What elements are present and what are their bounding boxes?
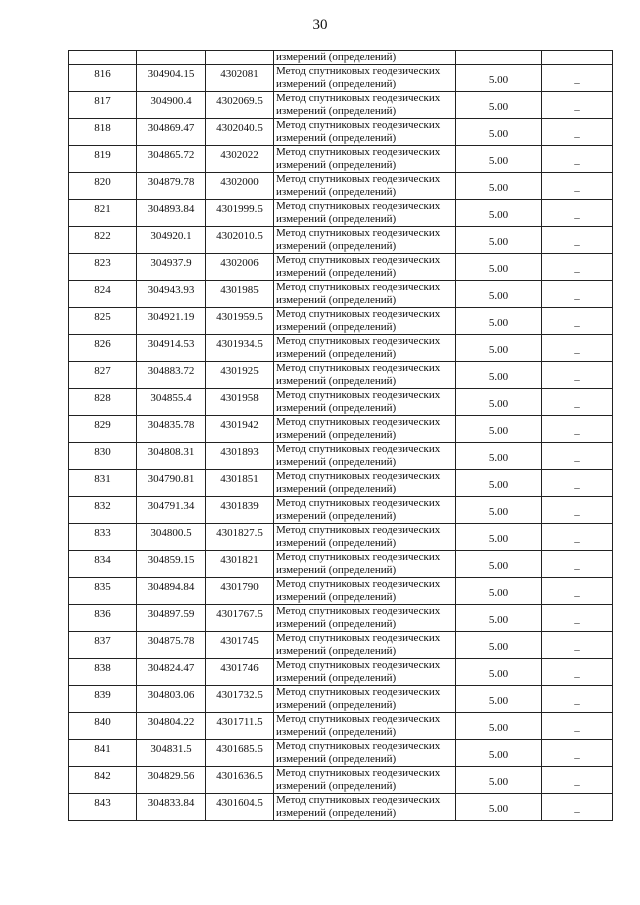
method-cell <box>274 65 456 92</box>
method-line: Метод спутниковых геодезических <box>276 794 441 806</box>
table-cell-empty <box>456 51 542 65</box>
y-coordinate-cell: 4301934.5 <box>206 335 274 362</box>
y-coordinate-cell: 4302040.5 <box>206 119 274 146</box>
method-cell <box>274 632 456 659</box>
table-row <box>69 146 613 173</box>
note-cell: – <box>542 497 613 524</box>
note-cell: – <box>542 362 613 389</box>
note-cell: – <box>542 659 613 686</box>
table-row <box>69 443 613 470</box>
x-coordinate-cell: 304824.47 <box>137 659 206 686</box>
table-row <box>69 254 613 281</box>
accuracy-cell: 5.00 <box>456 227 542 254</box>
method-cell <box>274 281 456 308</box>
table-row <box>69 200 613 227</box>
accuracy-cell: 5.00 <box>456 524 542 551</box>
x-coordinate-cell: 304920.1 <box>137 227 206 254</box>
method-cell <box>274 389 456 416</box>
method-line: измерений (определений) <box>276 267 397 279</box>
note-cell: – <box>542 767 613 794</box>
method-line: Метод спутниковых геодезических <box>276 497 441 509</box>
x-coordinate-cell: 304790.81 <box>137 470 206 497</box>
point-number-cell: 823 <box>69 254 137 281</box>
continuation-row <box>69 51 613 65</box>
x-coordinate-cell: 304893.84 <box>137 200 206 227</box>
x-coordinate-cell: 304859.15 <box>137 551 206 578</box>
note-cell: – <box>542 632 613 659</box>
note-cell: – <box>542 416 613 443</box>
point-number-cell: 835 <box>69 578 137 605</box>
point-number-cell: 843 <box>69 794 137 821</box>
method-cell <box>274 254 456 281</box>
table-row <box>69 794 613 821</box>
accuracy-cell: 5.00 <box>456 794 542 821</box>
method-line: Метод спутниковых геодезических <box>276 389 441 401</box>
table-row <box>69 389 613 416</box>
method-cell <box>274 497 456 524</box>
table-row <box>69 551 613 578</box>
method-cell <box>274 470 456 497</box>
method-line: измерений (определений) <box>276 807 397 819</box>
table-cell-empty <box>206 51 274 65</box>
method-line: измерений (определений) <box>276 321 397 333</box>
point-number-cell: 840 <box>69 713 137 740</box>
x-coordinate-cell: 304791.34 <box>137 497 206 524</box>
method-line: Метод спутниковых геодезических <box>276 551 441 563</box>
method-line: Метод спутниковых геодезических <box>276 524 441 536</box>
method-line: измерений (определений) <box>276 645 397 657</box>
y-coordinate-cell: 4301746 <box>206 659 274 686</box>
y-coordinate-cell: 4302069.5 <box>206 92 274 119</box>
x-coordinate-cell: 304883.72 <box>137 362 206 389</box>
y-coordinate-cell: 4302010.5 <box>206 227 274 254</box>
y-coordinate-cell: 4301942 <box>206 416 274 443</box>
accuracy-cell: 5.00 <box>456 713 542 740</box>
method-cell <box>274 200 456 227</box>
note-cell: – <box>542 65 613 92</box>
method-line: Метод спутниковых геодезических <box>276 254 441 266</box>
x-coordinate-cell: 304943.93 <box>137 281 206 308</box>
point-number-cell: 838 <box>69 659 137 686</box>
x-coordinate-cell: 304937.9 <box>137 254 206 281</box>
y-coordinate-cell: 4301636.5 <box>206 767 274 794</box>
point-number-cell: 826 <box>69 335 137 362</box>
point-number-cell: 833 <box>69 524 137 551</box>
point-number-cell: 818 <box>69 119 137 146</box>
method-line: Метод спутниковых геодезических <box>276 470 441 482</box>
point-number-cell: 825 <box>69 308 137 335</box>
x-coordinate-cell: 304800.5 <box>137 524 206 551</box>
accuracy-cell: 5.00 <box>456 389 542 416</box>
point-number-cell: 830 <box>69 443 137 470</box>
accuracy-cell: 5.00 <box>456 605 542 632</box>
note-cell: – <box>542 281 613 308</box>
table-row <box>69 416 613 443</box>
y-coordinate-cell: 4302000 <box>206 173 274 200</box>
method-line: Метод спутниковых геодезических <box>276 227 441 239</box>
method-cell <box>274 119 456 146</box>
table-row <box>69 659 613 686</box>
x-coordinate-cell: 304900.4 <box>137 92 206 119</box>
method-cell <box>274 686 456 713</box>
method-line: Метод спутниковых геодезических <box>276 443 441 455</box>
accuracy-cell: 5.00 <box>456 254 542 281</box>
note-cell: – <box>542 389 613 416</box>
table-cell-empty <box>69 51 137 65</box>
point-number-cell: 832 <box>69 497 137 524</box>
note-cell: – <box>542 254 613 281</box>
accuracy-cell: 5.00 <box>456 335 542 362</box>
accuracy-cell: 5.00 <box>456 200 542 227</box>
method-line: Метод спутниковых геодезических <box>276 659 441 671</box>
coordinates-table <box>68 50 613 821</box>
y-coordinate-cell: 4302081 <box>206 65 274 92</box>
method-line: измерений (определений) <box>276 105 397 117</box>
y-coordinate-cell: 4301732.5 <box>206 686 274 713</box>
y-coordinate-cell: 4301851 <box>206 470 274 497</box>
accuracy-cell: 5.00 <box>456 416 542 443</box>
accuracy-cell: 5.00 <box>456 308 542 335</box>
table-row <box>69 65 613 92</box>
method-line: измерений (определений) <box>276 402 397 414</box>
y-coordinate-cell: 4301985 <box>206 281 274 308</box>
method-line: Метод спутниковых геодезических <box>276 65 441 77</box>
y-coordinate-cell: 4302006 <box>206 254 274 281</box>
y-coordinate-cell: 4302022 <box>206 146 274 173</box>
method-cell <box>274 659 456 686</box>
method-line: измерений (определений) <box>276 618 397 630</box>
note-cell: – <box>542 146 613 173</box>
point-number-cell: 827 <box>69 362 137 389</box>
method-line: измерений (определений) <box>276 591 397 603</box>
method-line: измерений (определений) <box>276 564 397 576</box>
y-coordinate-cell: 4301958 <box>206 389 274 416</box>
method-line: Метод спутниковых геодезических <box>276 605 441 617</box>
accuracy-cell: 5.00 <box>456 362 542 389</box>
method-line: Метод спутниковых геодезических <box>276 308 441 320</box>
table-row <box>69 119 613 146</box>
x-coordinate-cell: 304921.19 <box>137 308 206 335</box>
note-cell: – <box>542 335 613 362</box>
x-coordinate-cell: 304808.31 <box>137 443 206 470</box>
method-line: измерений (определений) <box>276 456 397 468</box>
note-cell: – <box>542 443 613 470</box>
table-cell-empty <box>137 51 206 65</box>
y-coordinate-cell: 4301685.5 <box>206 740 274 767</box>
method-cell <box>274 551 456 578</box>
table-row <box>69 497 613 524</box>
method-line: Метод спутниковых геодезических <box>276 713 441 725</box>
table-row <box>69 605 613 632</box>
method-cell <box>274 713 456 740</box>
point-number-cell: 824 <box>69 281 137 308</box>
note-cell: – <box>542 740 613 767</box>
table-row <box>69 740 613 767</box>
point-number-cell: 817 <box>69 92 137 119</box>
point-number-cell: 820 <box>69 173 137 200</box>
y-coordinate-cell: 4301999.5 <box>206 200 274 227</box>
y-coordinate-cell: 4301827.5 <box>206 524 274 551</box>
x-coordinate-cell: 304835.78 <box>137 416 206 443</box>
method-line: Метод спутниковых геодезических <box>276 578 441 590</box>
accuracy-cell: 5.00 <box>456 551 542 578</box>
method-line: Метод спутниковых геодезических <box>276 767 441 779</box>
method-line: Метод спутниковых геодезических <box>276 92 441 104</box>
method-line: Метод спутниковых геодезических <box>276 362 441 374</box>
accuracy-cell: 5.00 <box>456 767 542 794</box>
method-line: Метод спутниковых геодезических <box>276 416 441 428</box>
accuracy-cell: 5.00 <box>456 146 542 173</box>
point-number-cell: 839 <box>69 686 137 713</box>
note-cell: – <box>542 470 613 497</box>
point-number-cell: 821 <box>69 200 137 227</box>
table-cell-empty <box>542 51 613 65</box>
method-line: измерений (определений) <box>276 483 397 495</box>
method-line: измерений (определений) <box>276 429 397 441</box>
note-cell: – <box>542 551 613 578</box>
table-row <box>69 524 613 551</box>
y-coordinate-cell: 4301745 <box>206 632 274 659</box>
method-line: Метод спутниковых геодезических <box>276 200 441 212</box>
accuracy-cell: 5.00 <box>456 281 542 308</box>
y-coordinate-cell: 4301604.5 <box>206 794 274 821</box>
x-coordinate-cell: 304897.59 <box>137 605 206 632</box>
table-row <box>69 632 613 659</box>
method-line: Метод спутниковых геодезических <box>276 632 441 644</box>
method-line: измерений (определений) <box>276 375 397 387</box>
note-cell: – <box>542 605 613 632</box>
point-number-cell: 819 <box>69 146 137 173</box>
note-cell: – <box>542 686 613 713</box>
x-coordinate-cell: 304865.72 <box>137 146 206 173</box>
accuracy-cell: 5.00 <box>456 740 542 767</box>
accuracy-cell: 5.00 <box>456 443 542 470</box>
table-row <box>69 308 613 335</box>
table-row <box>69 281 613 308</box>
method-cell <box>274 524 456 551</box>
accuracy-cell: 5.00 <box>456 92 542 119</box>
method-cell <box>274 740 456 767</box>
y-coordinate-cell: 4301767.5 <box>206 605 274 632</box>
method-cell <box>274 335 456 362</box>
x-coordinate-cell: 304829.56 <box>137 767 206 794</box>
method-line: Метод спутниковых геодезических <box>276 173 441 185</box>
point-number-cell: 829 <box>69 416 137 443</box>
method-cell <box>274 767 456 794</box>
method-cell <box>274 416 456 443</box>
note-cell: – <box>542 92 613 119</box>
method-line: измерений (определений) <box>276 672 397 684</box>
note-cell: – <box>542 200 613 227</box>
x-coordinate-cell: 304804.22 <box>137 713 206 740</box>
x-coordinate-cell: 304833.84 <box>137 794 206 821</box>
method-line: измерений (определений) <box>276 537 397 549</box>
y-coordinate-cell: 4301790 <box>206 578 274 605</box>
table-row <box>69 92 613 119</box>
accuracy-cell: 5.00 <box>456 65 542 92</box>
x-coordinate-cell: 304855.4 <box>137 389 206 416</box>
accuracy-cell: 5.00 <box>456 632 542 659</box>
table-row <box>69 173 613 200</box>
point-number-cell: 837 <box>69 632 137 659</box>
accuracy-cell: 5.00 <box>456 173 542 200</box>
x-coordinate-cell: 304904.15 <box>137 65 206 92</box>
y-coordinate-cell: 4301839 <box>206 497 274 524</box>
accuracy-cell: 5.00 <box>456 578 542 605</box>
point-number-cell: 834 <box>69 551 137 578</box>
x-coordinate-cell: 304879.78 <box>137 173 206 200</box>
point-number-cell: 836 <box>69 605 137 632</box>
method-line: Метод спутниковых геодезических <box>276 281 441 293</box>
point-number-cell: 841 <box>69 740 137 767</box>
x-coordinate-cell: 304803.06 <box>137 686 206 713</box>
note-cell: – <box>542 119 613 146</box>
y-coordinate-cell: 4301959.5 <box>206 308 274 335</box>
y-coordinate-cell: 4301711.5 <box>206 713 274 740</box>
method-line: измерений (определений) <box>276 186 397 198</box>
method-cell <box>274 605 456 632</box>
accuracy-cell: 5.00 <box>456 470 542 497</box>
table-row <box>69 227 613 254</box>
y-coordinate-cell: 4301893 <box>206 443 274 470</box>
accuracy-cell: 5.00 <box>456 119 542 146</box>
x-coordinate-cell: 304894.84 <box>137 578 206 605</box>
x-coordinate-cell: 304875.78 <box>137 632 206 659</box>
method-line: Метод спутниковых геодезических <box>276 686 441 698</box>
method-line: Метод спутниковых геодезических <box>276 335 441 347</box>
x-coordinate-cell: 304831.5 <box>137 740 206 767</box>
y-coordinate-cell: 4301925 <box>206 362 274 389</box>
method-line: Метод спутниковых геодезических <box>276 146 441 158</box>
point-number-cell: 831 <box>69 470 137 497</box>
point-number-cell: 842 <box>69 767 137 794</box>
method-line: измерений (определений) <box>276 726 397 738</box>
note-cell: – <box>542 524 613 551</box>
method-line: измерений (определений) <box>276 699 397 711</box>
method-line: измерений (определений) <box>276 510 397 522</box>
note-cell: – <box>542 173 613 200</box>
table-row <box>69 767 613 794</box>
method-line: измерений (определений) <box>276 132 397 144</box>
method-line: измерений (определений) <box>276 159 397 171</box>
x-coordinate-cell: 304914.53 <box>137 335 206 362</box>
method-cell <box>274 362 456 389</box>
table-row <box>69 470 613 497</box>
note-cell: – <box>542 578 613 605</box>
method-line: измерений (определений) <box>276 348 397 360</box>
accuracy-cell: 5.00 <box>456 659 542 686</box>
y-coordinate-cell: 4301821 <box>206 551 274 578</box>
method-line: измерений (определений) <box>276 753 397 765</box>
point-number-cell: 828 <box>69 389 137 416</box>
table-row <box>69 713 613 740</box>
accuracy-cell: 5.00 <box>456 497 542 524</box>
note-cell: – <box>542 713 613 740</box>
accuracy-cell: 5.00 <box>456 686 542 713</box>
method-cell <box>274 308 456 335</box>
page-number: 30 <box>312 17 328 33</box>
method-line: измерений (определений) <box>276 240 397 252</box>
method-line: измерений (определений) <box>276 213 397 225</box>
method-line: измерений (определений) <box>276 78 397 90</box>
method-line: Метод спутниковых геодезических <box>276 119 441 131</box>
method-cell <box>274 227 456 254</box>
method-cell <box>274 578 456 605</box>
method-line: измерений (определений) <box>276 294 397 306</box>
point-number-cell: 816 <box>69 65 137 92</box>
table-row <box>69 686 613 713</box>
table-row <box>69 335 613 362</box>
x-coordinate-cell: 304869.47 <box>137 119 206 146</box>
note-cell: – <box>542 308 613 335</box>
table-row <box>69 578 613 605</box>
method-cell <box>274 443 456 470</box>
continuation-method-cell: измерений (определений) <box>274 51 456 65</box>
table-row <box>69 362 613 389</box>
note-cell: – <box>542 794 613 821</box>
method-line: Метод спутниковых геодезических <box>276 740 441 752</box>
method-cell <box>274 146 456 173</box>
method-cell <box>274 92 456 119</box>
method-cell <box>274 794 456 821</box>
method-cell <box>274 173 456 200</box>
method-line: измерений (определений) <box>276 780 397 792</box>
point-number-cell: 822 <box>69 227 137 254</box>
note-cell: – <box>542 227 613 254</box>
